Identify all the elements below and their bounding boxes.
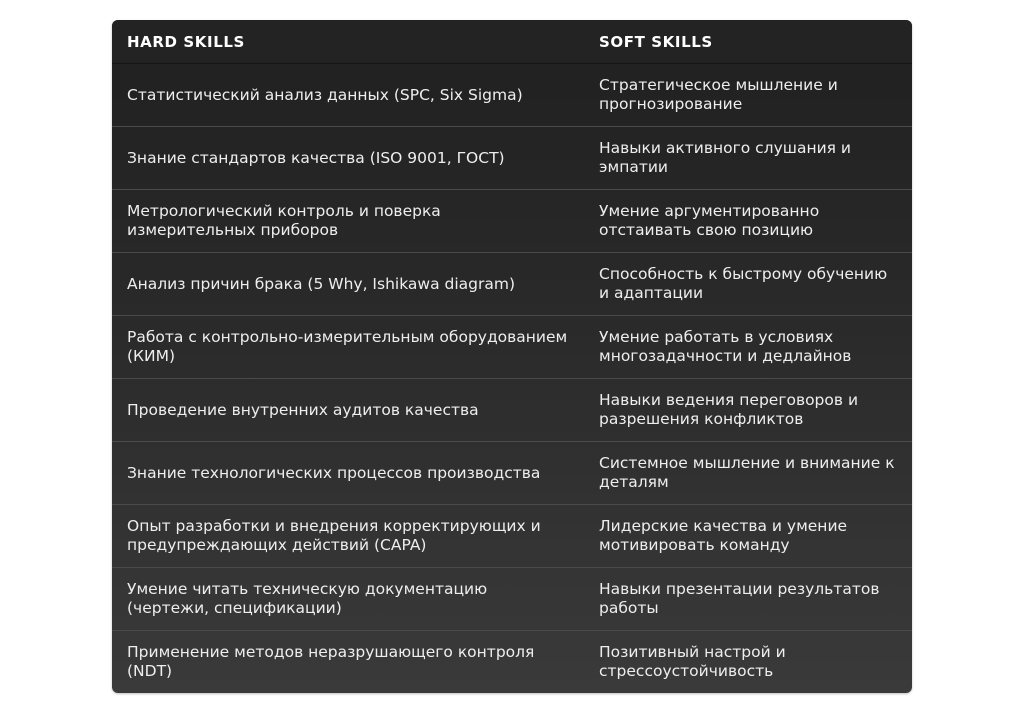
soft-skill-cell: Навыки презентации результатов работы	[599, 580, 880, 617]
soft-skill-cell: Позитивный настрой и стрессоустойчивость	[599, 643, 786, 680]
table-row	[112, 127, 912, 190]
hard-skill-cell: Метрологический контроль и поверка измерительных приборов	[127, 202, 441, 239]
soft-skill-cell: Умение аргументированно отстаивать свою позицию	[599, 202, 820, 239]
hard-skill-cell: Знание стандартов качества (ISO 9001, ГОСТ)	[127, 148, 505, 167]
hard-skill-cell: Опыт разработки и внедрения корректирующих и предупреждающих действий (CAPA)	[127, 517, 541, 554]
table-row	[112, 64, 912, 127]
table-row	[112, 379, 912, 442]
hard-skill-cell: Умение читать техническую документацию (чертежи, спецификации)	[127, 580, 488, 617]
table-row	[112, 505, 912, 568]
skills-table	[112, 20, 912, 693]
soft-skill-cell: Системное мышление и внимание к деталям	[599, 454, 895, 491]
hard-skill-cell: Применение методов неразрушающего контроля (NDT)	[127, 643, 535, 680]
table-header	[112, 20, 912, 64]
table-row	[112, 316, 912, 379]
hard-skill-cell: Работа с контрольно-измерительным оборудованием (КИМ)	[127, 328, 568, 365]
soft-skill-cell: Способность к быстрому обучению и адаптации	[599, 265, 888, 302]
table-row	[112, 631, 912, 693]
hard-skill-cell: Статистический анализ данных (SPC, Six Sigma)	[127, 85, 523, 104]
soft-skill-cell: Лидерские качества и умение мотивировать команду	[599, 517, 848, 554]
soft-skill-cell: Стратегическое мышление и прогнозирование	[599, 76, 838, 113]
hard-skill-cell: Знание технологических процессов производства	[127, 463, 541, 482]
table-row	[112, 190, 912, 253]
table-row	[112, 568, 912, 631]
hard-skill-cell: Анализ причин брака (5 Why, Ishikawa diagram)	[127, 274, 515, 293]
soft-skill-cell: Умение работать в условиях многозадачности и дедлайнов	[599, 328, 852, 365]
table-row	[112, 253, 912, 316]
soft-skill-cell: Навыки ведения переговоров и разрешения конфликтов	[599, 391, 859, 428]
header-soft-skills: SOFT SKILLS	[599, 32, 713, 51]
soft-skill-cell: Навыки активного слушания и эмпатии	[599, 139, 851, 176]
table-row	[112, 442, 912, 505]
header-hard-skills: HARD SKILLS	[127, 32, 245, 51]
hard-skill-cell: Проведение внутренних аудитов качества	[127, 400, 479, 419]
